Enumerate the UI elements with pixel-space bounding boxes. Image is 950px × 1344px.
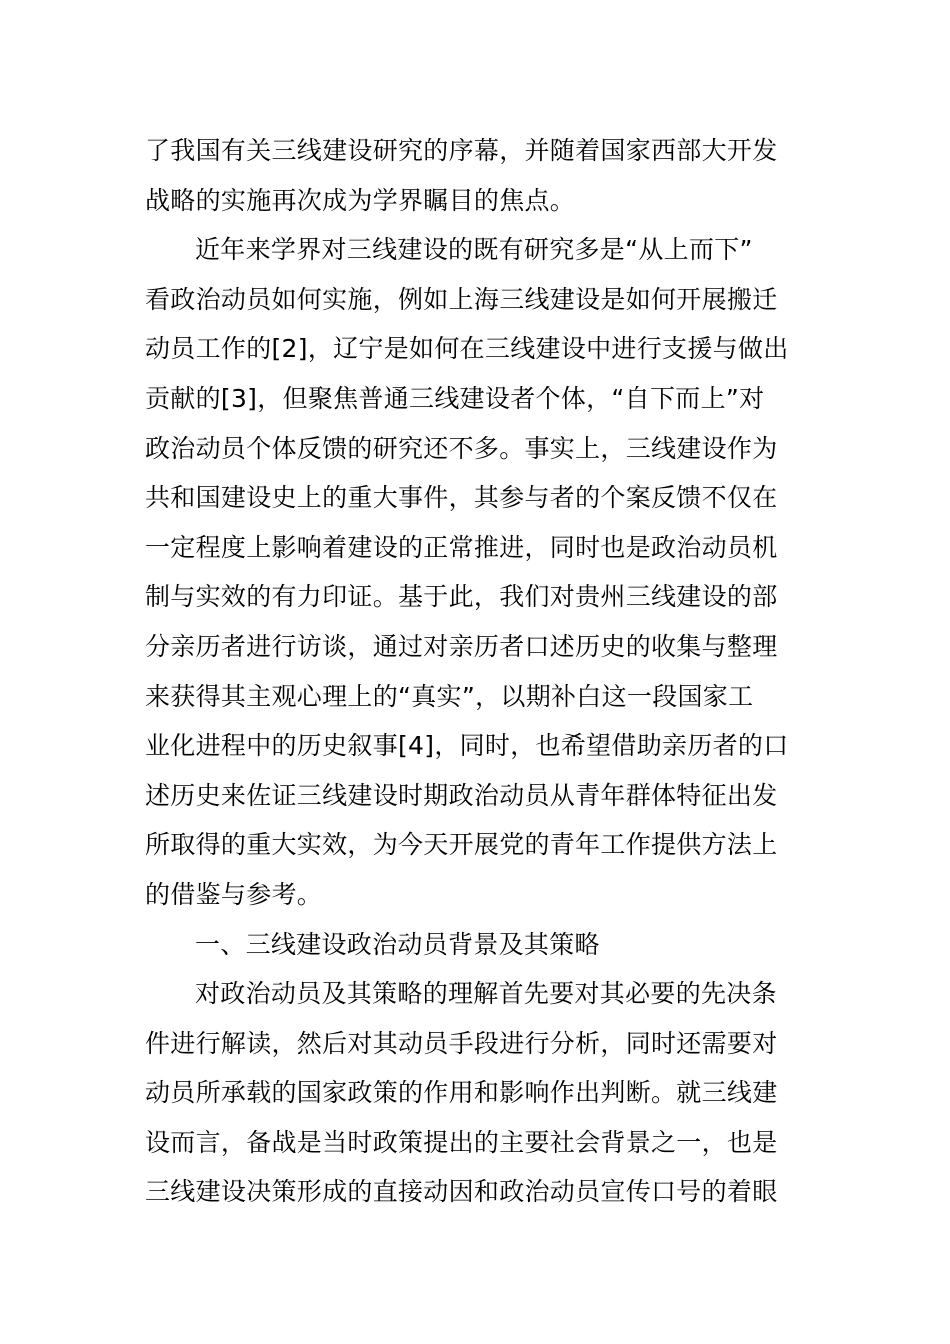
document-body bbox=[145, 126, 810, 1217]
text-line: 一定程度上影响着建设的正常推进，同时也是政治动员机 bbox=[145, 532, 778, 562]
text-line: 业化进程中的历史叙事[4]，同时，也希望借助亲历者的口 bbox=[145, 731, 789, 761]
text-line: 动员所承载的国家政策的作用和影响作出判断。就三线建 bbox=[145, 1078, 778, 1108]
text-line: 制与实效的有力印证。基于此，我们对贵州三线建设的部 bbox=[145, 582, 778, 612]
text-line: 了我国有关三线建设研究的序幕，并随着国家西部大开发 bbox=[145, 136, 778, 165]
section-heading: 一、三线建设政治动员背景及其策略 bbox=[195, 929, 600, 959]
text-line: 述历史来佐证三线建设时期政治动员从青年群体特征出发 bbox=[145, 780, 778, 810]
text-line: 对政治动员及其策略的理解首先要对其必要的先决条 bbox=[195, 979, 777, 1009]
text-line: 来获得其主观心理上的“真实”，以期补白这一段国家工 bbox=[145, 681, 754, 711]
text-line: 贡献的[3]，但聚焦普通三线建设者个体，“自下而上”对 bbox=[145, 383, 765, 413]
text-line: 分亲历者进行访谈，通过对亲历者口述历史的收集与整理 bbox=[145, 631, 778, 661]
text-line: 政治动员个体反馈的研究还不多。事实上，三线建设作为 bbox=[145, 433, 778, 463]
text-line: 所取得的重大实效，为今天开展党的青年工作提供方法上 bbox=[145, 830, 778, 860]
text-line: 动员工作的[2]，辽宁是如何在三线建设中进行支援与做出 bbox=[145, 334, 789, 364]
text-line: 近年来学界对三线建设的既有研究多是“从上而下” bbox=[195, 235, 753, 265]
text-line: 三线建设决策形成的直接动因和政治动员宣传口号的着眼 bbox=[145, 1177, 778, 1207]
text-line: 共和国建设史上的重大事件，其参与者的个案反馈不仅在 bbox=[145, 483, 778, 513]
text-line: 战略的实施再次成为学界瞩目的焦点。 bbox=[145, 185, 576, 215]
text-line: 看政治动员如何实施，例如上海三线建设是如何开展搬迁 bbox=[145, 284, 778, 314]
text-line: 的借鉴与参考。 bbox=[145, 879, 323, 909]
text-line: 件进行解读，然后对其动员手段进行分析，同时还需要对 bbox=[145, 1028, 778, 1058]
text-line: 设而言，备战是当时政策提出的主要社会背景之一，也是 bbox=[145, 1127, 778, 1157]
